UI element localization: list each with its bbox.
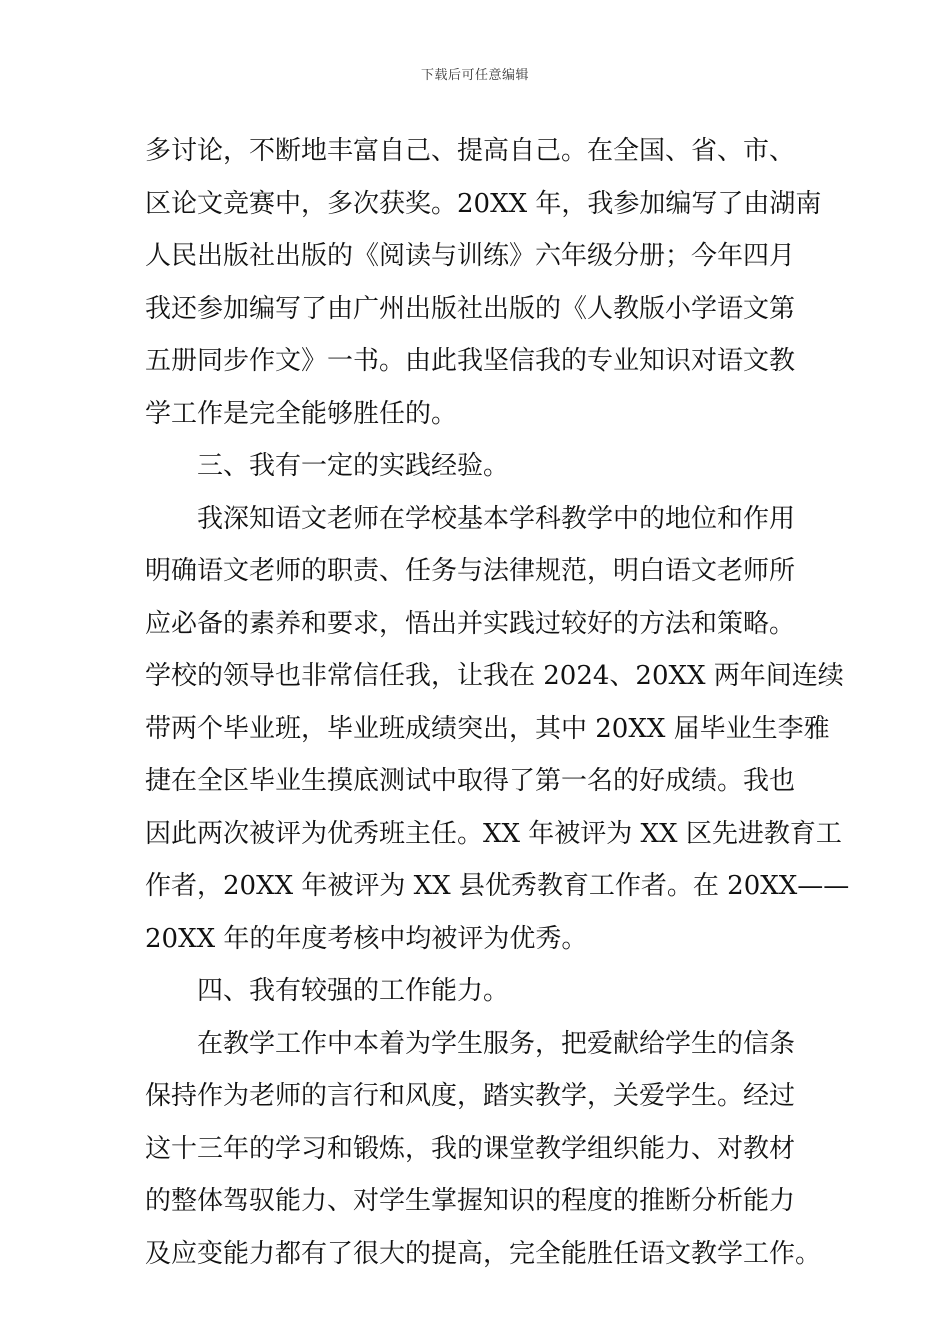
- document-body: [145, 125, 850, 1280]
- text-line: 这十三年的学习和锻炼，我的课堂教学组织能力、对教材: [145, 1133, 796, 1164]
- text-line: 带两个毕业班，毕业班成绩突出，其中 20XX 届毕业生李雅: [145, 713, 830, 744]
- text-line: 明确语文老师的职责、任务与法律规范，明白语文老师所: [145, 556, 796, 586]
- text-line: 应必备的素养和要求，悟出并实践过较好的方法和策略。: [145, 608, 796, 639]
- text-line: 及应变能力都有了很大的提高，完全能胜任语文教学工作。: [145, 1238, 822, 1269]
- text-line: 在教学工作中本着为学生服务，把爱献给学生的信条: [197, 1028, 796, 1059]
- text-line: 的整体驾驭能力、对学生掌握知识的程度的推断分析能力: [145, 1186, 796, 1216]
- text-line: 作者，20XX 年被评为 XX 县优秀教育工作者。在 20XX——: [145, 871, 850, 901]
- text-line: 我还参加编写了由广州出版社出版的《人教版小学语文第: [145, 293, 796, 324]
- text-line: 区论文竞赛中，多次获奖。20XX 年，我参加编写了由湖南: [145, 188, 822, 219]
- text-line: 我深知语文老师在学校基本学科教学中的地位和作用: [197, 503, 796, 534]
- text-line: 学校的领导也非常信任我，让我在 2024、20XX 两年间连续: [145, 661, 844, 691]
- section-heading: 三、我有一定的实践经验。: [197, 451, 510, 481]
- text-line: 保持作为老师的言行和风度，踏实教学，关爱学生。经过: [145, 1081, 796, 1111]
- text-line: 20XX 年的年度考核中均被评为优秀。: [145, 923, 588, 954]
- text-line: 捷在全区毕业生摸底测试中取得了第一名的好成绩。我也: [145, 766, 796, 796]
- text-line: 五册同步作文》一书。由此我坚信我的专业知识对语文教: [145, 346, 796, 376]
- text-line: 多讨论，不断地丰富自己、提高自己。在全国、省、市、: [145, 136, 796, 166]
- text-line: 学工作是完全能够胜任的。: [145, 398, 458, 429]
- text-line: 人民出版社出版的《阅读与训练》六年级分册；今年四月: [145, 241, 796, 271]
- section-heading: 四、我有较强的工作能力。: [197, 976, 510, 1006]
- text-line: 因此两次被评为优秀班主任。XX 年被评为 XX 区先进教育工: [145, 818, 842, 849]
- page-header: 下载后可任意编辑: [420, 68, 529, 83]
